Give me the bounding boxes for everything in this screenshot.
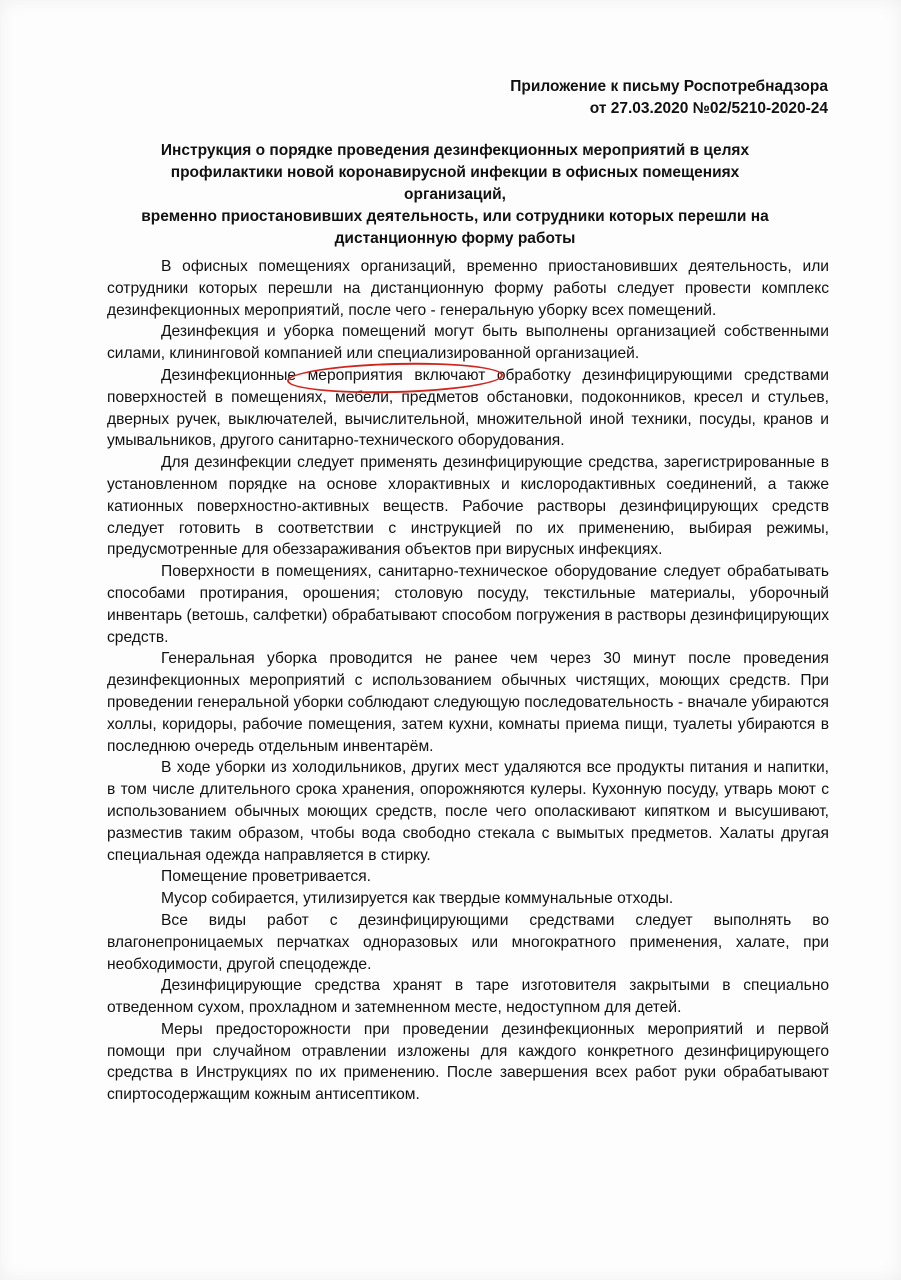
paragraph-surface-treatment: Поверхности в помещениях, санитарно-техническое оборудование следует обрабатывать способами протирания, орошения; столовую посуду, текстильные материалы, уборочный инвентарь (ветошь, салфетки) обрабатывают способом погружения в растворы дезинфицирующих средств. — [107, 563, 829, 646]
paragraph-who-performs: Дезинфекция и уборка помещений могут быть выполнены организацией собственными силами, клининговой компанией или специализированной организацией. — [107, 323, 829, 363]
document-header — [510, 76, 828, 120]
document-title — [120, 140, 790, 250]
paragraph-disinfectants: Для дезинфекции следует применять дезинфицирующие средства, зарегистрированные в установленном порядке на основе хлорактивных и кислородактивных соединений, а также катионных поверхностно-активных веществ. Рабочие растворы дезинфицирующих средств следует готовить в соответствии с инструкцией по их применению, выбирая режимы, предусмотренные для обеззараживания объектов при вирусных инфекциях. — [107, 454, 829, 559]
paragraph-office-premises: В офисных помещениях организаций, временно приостановивших деятельность, или сотрудники которых перешли на дистанционную форму работы следует провести комплекс дезинфекционных мероприятий, после чего - генеральную уборку всех помещений. — [107, 258, 829, 319]
paragraph-general-cleaning: Генеральная уборка проводится не ранее чем через 30 минут после проведения дезинфекционных мероприятий с использованием обычных чистящих, моющих средств. При проведении генеральной уборки соблюдают следующую последовательность - вначале убираются холлы, коридоры, рабочие помещения, затем кухни, комнаты приема пищи, туалеты убираются в последнюю очередь отдельным инвентарём. — [107, 650, 829, 755]
title-line-1: Инструкция о порядке проведения дезинфекционных мероприятий в целях — [160, 142, 750, 159]
paragraph-ventilation: Помещение проветривается. — [161, 868, 371, 886]
paragraph-storage: Дезинфицирующие средства хранят в таре изготовителя закрытыми в специально отведенном сухом, прохладном и затемненном месте, недоступном для детей. — [107, 977, 829, 1017]
paragraph-fridges-and-dishes: В ходе уборки из холодильников, других мест удаляются все продукты питания и напитки, в том числе длительного срока хранения, опорожняются кулеры. Кухонную посуду, утварь моют с использованием обычных моющих средств, после чего ополаскивают кипятком и высушивают, разместив таким образом, чтобы вода свободно стекала с вымытых предметов. Халаты другая специальная одежда направляется в стирку. — [107, 759, 829, 864]
title-line-4: дистанционную форму работы — [334, 230, 576, 247]
paragraph-precautions: Меры предосторожности при проведении дезинфекционных мероприятий и первой помощи при случайном отравлении изложены для каждого конкретного дезинфицирующего средства в Инструкциях по их применению. После завершения всех работ руки обрабатывают спиртосодержащим кожным антисептиком. — [107, 1020, 829, 1104]
header-line-2: от 27.03.2020 №02/5210-2020-24 — [589, 100, 828, 117]
paragraph-waste: Мусор собирается, утилизируется как твердые коммунальные отходы. — [161, 890, 674, 908]
document-body — [107, 256, 829, 1106]
header-line-1: Приложение к письму Роспотребнадзора — [510, 78, 828, 95]
title-line-3: временно приостановивших деятельность, или сотрудники которых перешли на — [141, 208, 769, 225]
paragraph-protective-gear: Все виды работ с дезинфицирующими средствами следует выполнять во влагонепроницаемых перчатках одноразовых или многократного применения, халате, при необходимости, другой спецодежде. — [107, 911, 829, 973]
title-line-2: профилактики новой коронавирусной инфекции в офисных помещениях организаций, — [170, 164, 740, 203]
paragraph-disinfection-scope: Дезинфекционные мероприятия включают обработку дезинфицирующими средствами поверхностей в помещениях, мебели, предметов обстановки, подоконников, кресел и стульев, дверных ручек, выключателей, вычислительной, множительной иной техники, посуды, кранов и умывальников, другого санитарно-технического оборудования. — [107, 366, 829, 450]
